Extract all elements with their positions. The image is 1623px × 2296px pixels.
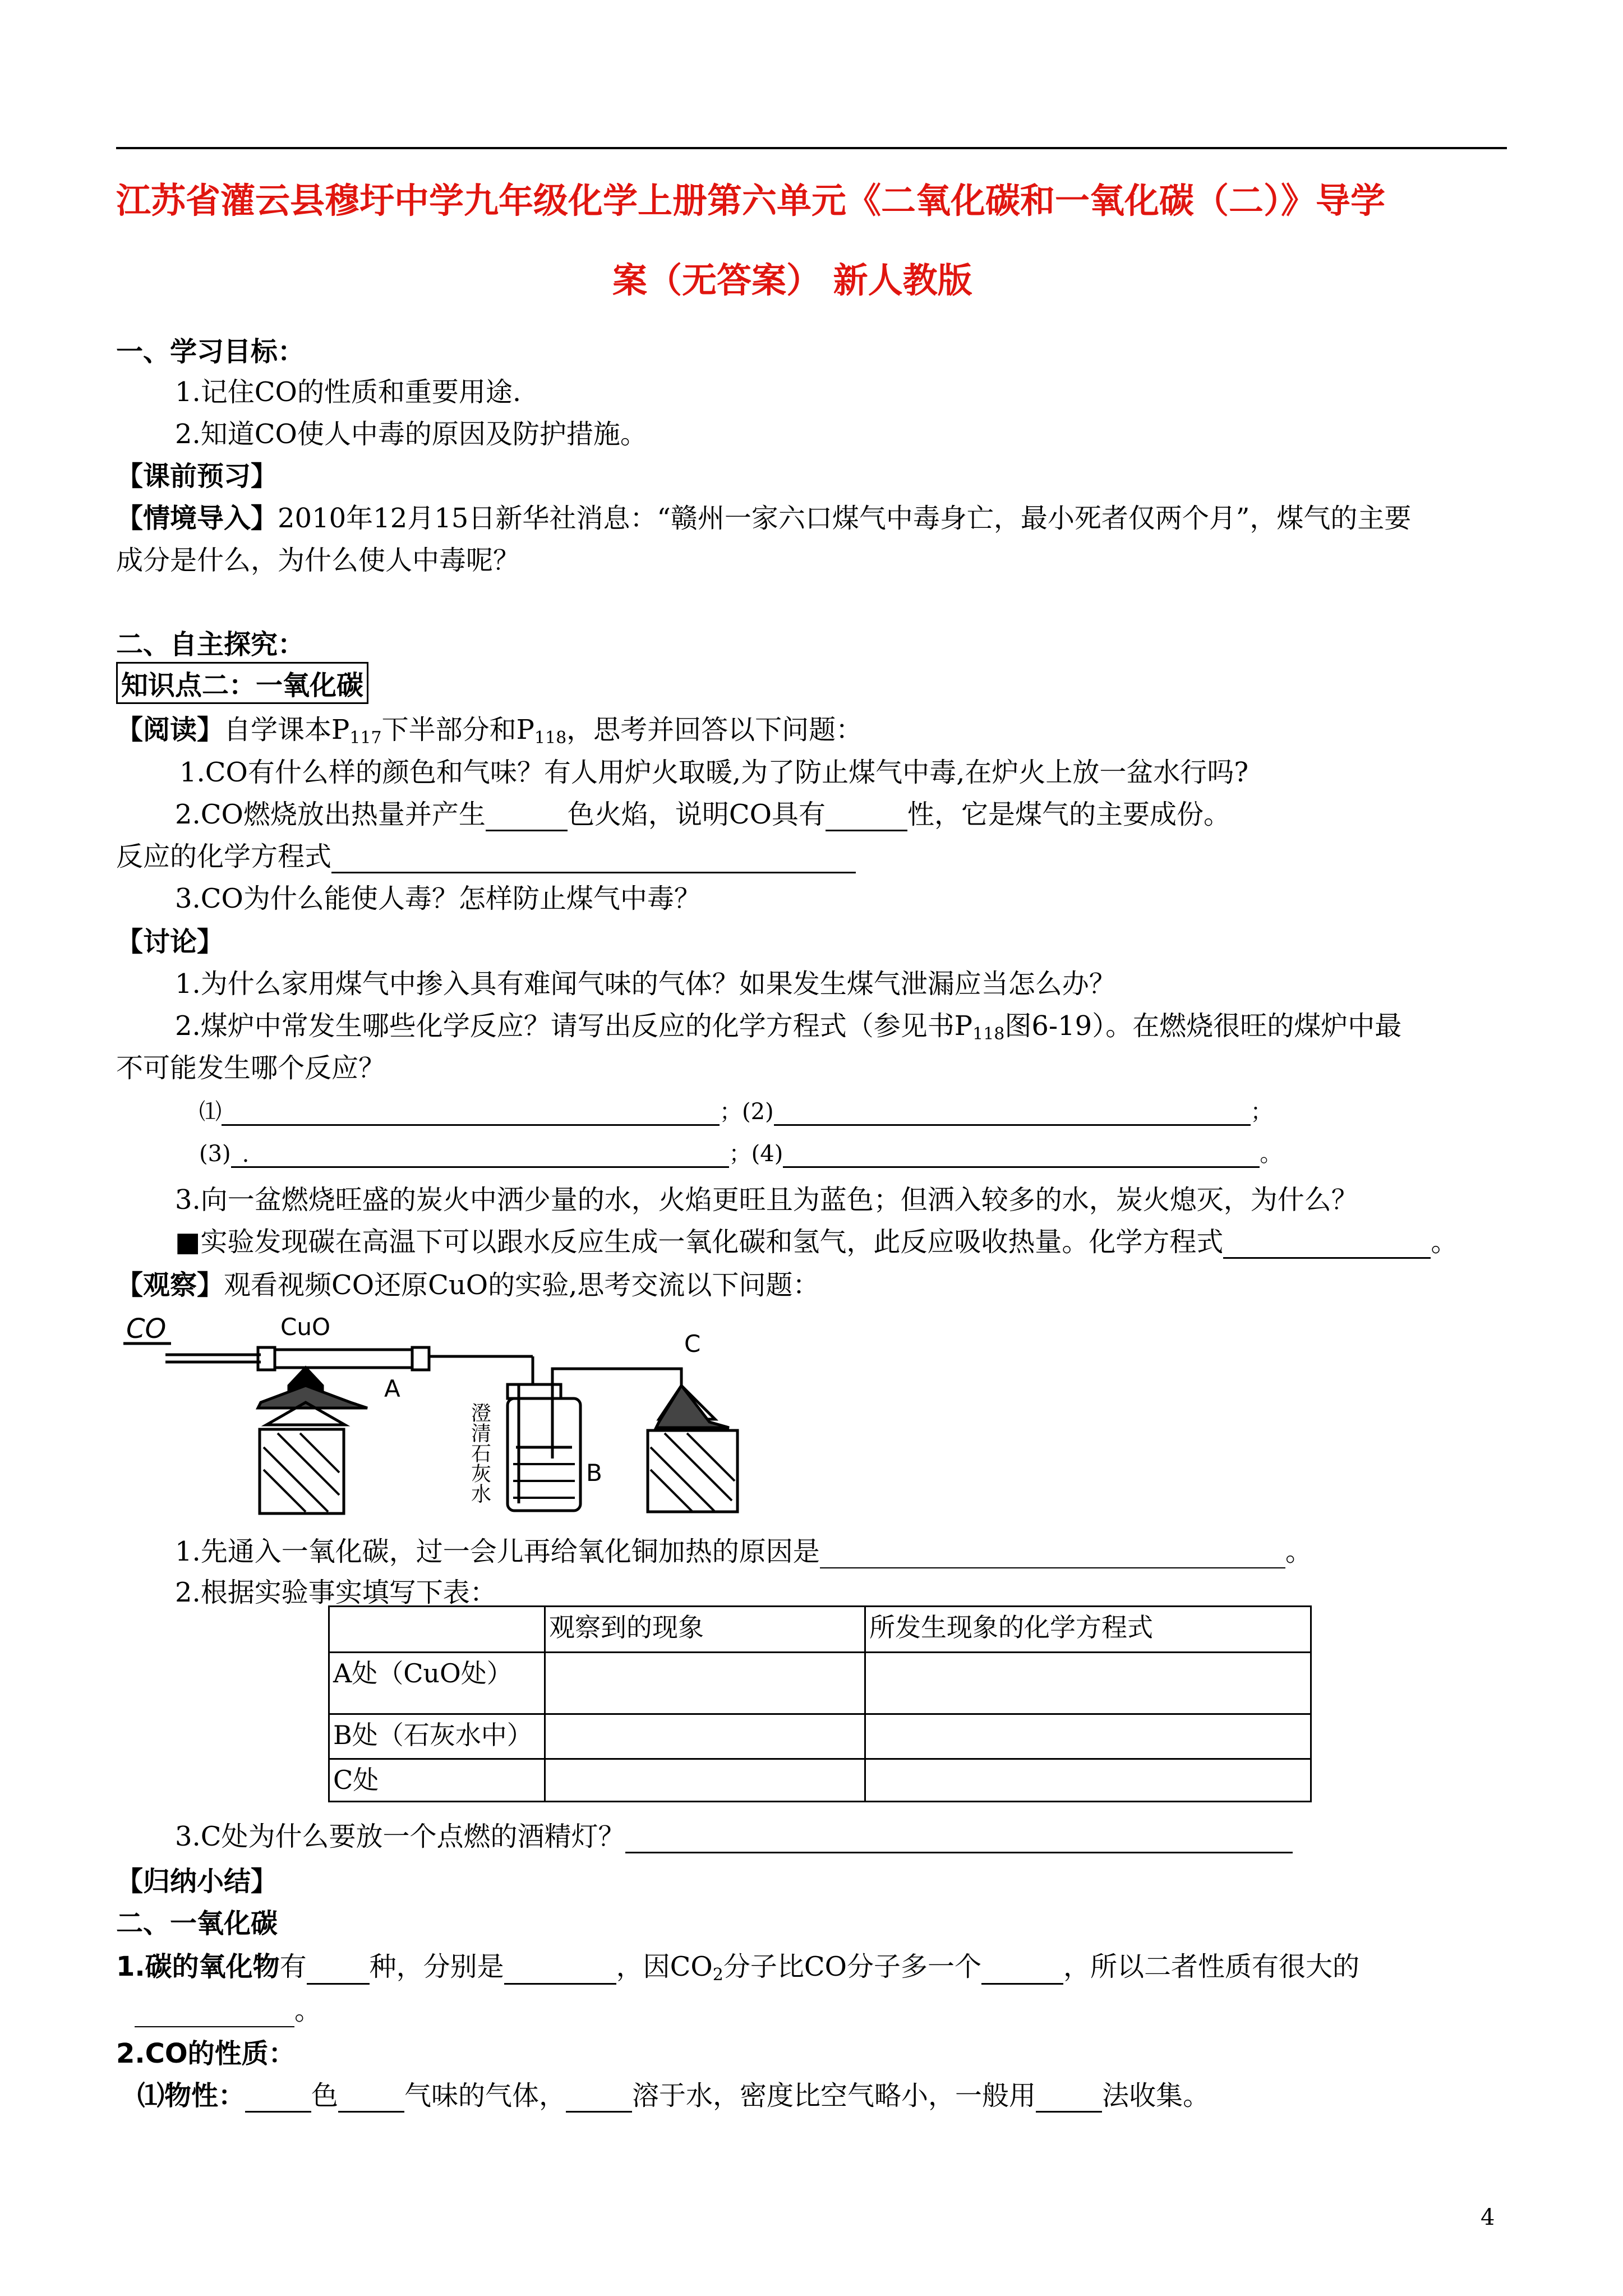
table-cell-phenomenon[interactable] bbox=[545, 1714, 865, 1759]
table-cell-equation[interactable] bbox=[865, 1714, 1311, 1759]
table-header-equation: 所发生现象的化学方程式 bbox=[865, 1607, 1311, 1653]
document-title-line-2: 案（无答案） 新人教版 bbox=[612, 260, 972, 301]
reaction-blank-2[interactable] bbox=[774, 1099, 1251, 1126]
solubility-blank[interactable] bbox=[566, 2082, 632, 2113]
diagram-label-limewater: 澄清石灰水 bbox=[468, 1402, 491, 1503]
table-row-label: A处（CuO处） bbox=[329, 1653, 545, 1714]
knowledge-point-box: 知识点二：一氧化碳 bbox=[116, 662, 368, 704]
discussion-heading: 【讨论】 bbox=[116, 926, 224, 958]
collection-method-blank[interactable] bbox=[1036, 2082, 1102, 2113]
table-cell-equation[interactable] bbox=[865, 1759, 1311, 1802]
table-cell-equation[interactable] bbox=[865, 1653, 1311, 1714]
diagram-label-a: A bbox=[384, 1375, 400, 1402]
diagram-label-b: B bbox=[586, 1459, 602, 1487]
combustion-equation-blank[interactable] bbox=[331, 843, 856, 873]
oxide-names-blank[interactable] bbox=[504, 1954, 616, 1985]
table-row bbox=[329, 1653, 1311, 1714]
reaction-row-1: ⑴ ；(2) ； bbox=[199, 1099, 1273, 1125]
table-row-label: B处（石灰水中） bbox=[329, 1714, 545, 1759]
reaction-row-2: (3) . ；(4) 。 bbox=[199, 1141, 1283, 1167]
flame-color-blank[interactable] bbox=[486, 800, 568, 831]
scenario-intro-line-2: 成分是什么，为什么使人中毒呢？ bbox=[116, 545, 520, 576]
table-cell-phenomenon[interactable] bbox=[545, 1653, 865, 1714]
discussion-question-1: 1.为什么家用煤气中掺入具有难闻气味的气体？如果发生煤气泄漏应当怎么办？ bbox=[175, 968, 1116, 1000]
diagram-label-cuo: CuO bbox=[280, 1313, 331, 1341]
reading-question-1: 1.CO有什么样的颜色和气味？有人用炉火取暖,为了防止煤气中毒,在炉火上放一盆水行吗? bbox=[179, 757, 1249, 788]
goal-item-1: 1.记住CO的性质和重要用途. bbox=[175, 376, 522, 408]
color-blank[interactable] bbox=[245, 2082, 311, 2113]
reading-instruction: 【阅读】自学课本$P_{117}$下半部分和$P_{118}$，思考并回答以下问题： bbox=[116, 714, 863, 748]
reading-question-3: 3.CO为什么能使人毒？怎样防止煤气中毒？ bbox=[175, 883, 701, 914]
oxide-count-blank[interactable] bbox=[307, 1954, 370, 1985]
section-learning-goals-heading: 一、学习目标： bbox=[116, 336, 305, 367]
table-header-phenomenon: 观察到的现象 bbox=[545, 1607, 865, 1653]
preview-heading: 【课前预习】 bbox=[116, 461, 278, 492]
reaction-blank-4[interactable] bbox=[783, 1142, 1260, 1168]
reaction-blank-1[interactable] bbox=[222, 1099, 720, 1126]
header-rule bbox=[116, 147, 1507, 149]
summary-heading: 【归纳小结】 bbox=[116, 1866, 278, 1897]
discussion-question-3: 3.向一盆燃烧旺盛的炭火中洒少量的水，火焰更旺且为蓝色；但洒入较多的水，炭火熄灭，为什么？ bbox=[175, 1184, 1358, 1216]
table-row-label: C处 bbox=[329, 1759, 545, 1802]
table-row bbox=[329, 1759, 1311, 1802]
summary-point-1-cont: 。 bbox=[135, 1989, 321, 2027]
summary-co-heading: 二、一氧化碳 bbox=[116, 1908, 278, 1939]
reaction-blank-3[interactable]: . bbox=[231, 1142, 729, 1168]
extra-atom-blank[interactable] bbox=[981, 1954, 1063, 1985]
discussion-question-2-cont: 不可能发生哪个反应？ bbox=[116, 1052, 386, 1084]
combustion-equation-line: 反应的化学方程式 bbox=[116, 835, 856, 873]
observation-question-1: 1.先通入一氧化碳，过一会儿再给氧化铜加热的原因是 。 bbox=[175, 1536, 1312, 1567]
summary-co-properties: 2.CO的性质： bbox=[116, 2038, 296, 2069]
observation-question-3: 3.C处为什么要放一个点燃的酒精灯？ bbox=[175, 1815, 1293, 1853]
section-self-study-heading: 二、自主探究： bbox=[116, 629, 305, 660]
diagram-label-c: C bbox=[684, 1330, 701, 1358]
document-title-line-1: 江苏省灌云县穆圩中学九年级化学上册第六单元《二氧化碳和一氧化碳（二）》导学 bbox=[116, 180, 1386, 221]
scenario-intro-line-1: 【情境导入】2010年12月15日新华社消息：“赣州一家六口煤气中毒身亡，最小死者仅两个月”，煤气的主要 bbox=[116, 503, 1412, 534]
carbon-water-equation-blank[interactable] bbox=[1223, 1228, 1431, 1259]
reading-question-2: 2.CO燃烧放出热量并产生 色火焰，说明CO具有 性，它是煤气的主要成份。 bbox=[175, 799, 1230, 830]
goal-item-2: 2.知道CO使人中毒的原因及防护措施。 bbox=[175, 418, 647, 450]
difference-blank[interactable] bbox=[135, 1997, 294, 2027]
page-number: 4 bbox=[1481, 2205, 1495, 2230]
reason-blank[interactable] bbox=[820, 1538, 1285, 1568]
observation-instruction: 【观察】观看视频CO还原CuO的实验,思考交流以下问题： bbox=[116, 1269, 820, 1301]
table-cell-phenomenon[interactable] bbox=[545, 1759, 865, 1802]
table-header-row bbox=[329, 1607, 1311, 1653]
discussion-question-2: 2.煤炉中常发生哪些化学反应？请写出反应的化学方程式（参见书$P_{118}$图6-19）。在燃烧很旺的煤炉中最 bbox=[175, 1010, 1402, 1044]
diagram-label-co: CO bbox=[126, 1313, 167, 1345]
observation-question-2: 2.根据实验事实填写下表： bbox=[175, 1577, 497, 1608]
table-header-cell-empty bbox=[329, 1607, 545, 1653]
alcohol-lamp-reason-blank[interactable] bbox=[625, 1823, 1293, 1853]
physical-properties-line: ⑴物性： 色 气味的气体， 溶于水，密度比空气略小，一般用 法收集。 bbox=[137, 2080, 1210, 2111]
summary-point-1: 1.碳的氧化物有 种，分别是 ，因$CO_2$分子比CO分子多一个 ，所以二者性质有很大的 bbox=[116, 1951, 1359, 1985]
carbon-water-reaction: ■实验发现碳在高温下可以跟水反应生成一氧化碳和氢气，此反应吸收热量。化学方程式 。 bbox=[175, 1226, 1458, 1258]
co-reduction-apparatus-diagram bbox=[121, 1301, 766, 1526]
odor-blank[interactable] bbox=[338, 2082, 404, 2113]
observation-table bbox=[328, 1605, 1312, 1802]
table-row bbox=[329, 1714, 1311, 1759]
property-blank[interactable] bbox=[826, 800, 907, 831]
